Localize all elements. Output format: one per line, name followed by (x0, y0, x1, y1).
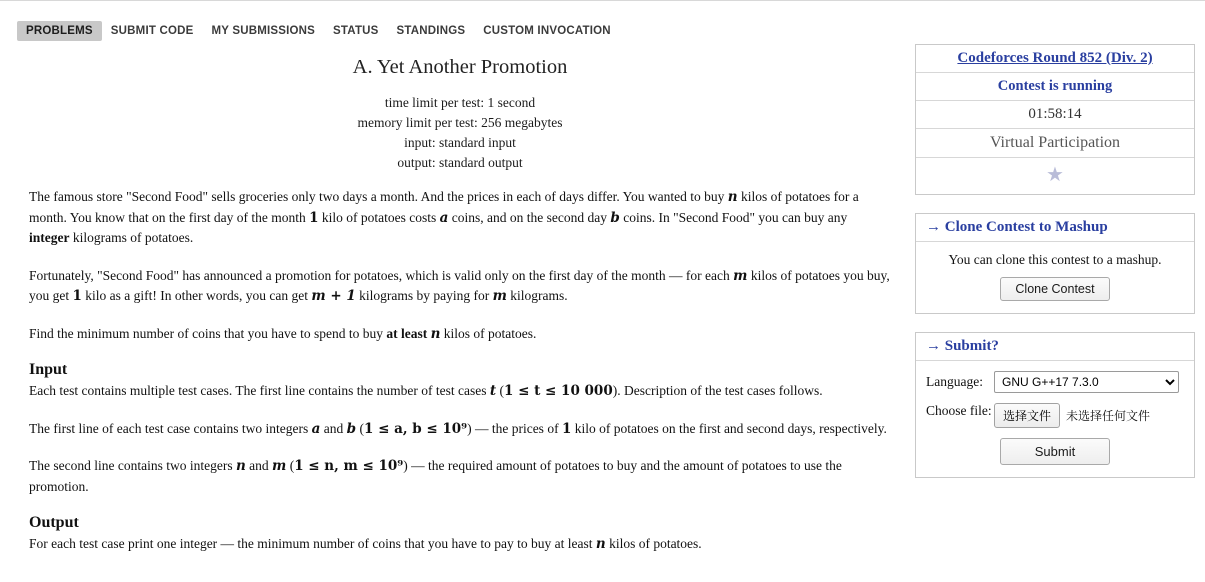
contest-status-row (916, 73, 1194, 101)
contest-name-row (916, 45, 1194, 73)
text-fragment: kilo of potatoes costs (318, 209, 440, 225)
text-fragment: and (245, 458, 273, 473)
clone-contest-button[interactable]: Clone Contest (1000, 277, 1109, 301)
submit-button-wrap (926, 438, 1184, 465)
input-spec: input: standard input (404, 135, 516, 150)
math-t: t (489, 383, 497, 399)
text-fragment: and (320, 420, 347, 436)
math-range-t: 1 ≤ t ≤ 10 000 (504, 383, 613, 399)
no-file-selected-text: 未选择任何文件 (1066, 409, 1151, 423)
text-fragment: The second line contains two integers (29, 458, 236, 473)
text-fragment: Each test contains multiple test cases. The first line contains the number of test cases (29, 383, 490, 398)
submit-box (915, 332, 1195, 478)
text-fragment: kilograms. (506, 288, 568, 303)
tab-my-submissions[interactable]: MY SUBMISSIONS (211, 25, 316, 37)
statement-paragraph-2 (29, 266, 891, 307)
text-fragment: kilo of potatoes on the first and second days, respectively. (571, 420, 887, 436)
output-spec: output: standard output (397, 155, 523, 170)
page-title: A. Yet Another Promotion (352, 56, 568, 78)
text-fragment: ) — the required amount of potatoes to buy and the amount of potatoes to use the promotion. (29, 458, 842, 494)
virtual-participation-row (916, 129, 1194, 158)
text-fragment: kilo as a gift! In other words, you can get (81, 288, 312, 303)
problem-statement (29, 56, 891, 572)
math-m: m (733, 267, 748, 284)
math-one: 1 (309, 209, 319, 226)
text-fragment: coins, and on the second day (448, 209, 611, 225)
output-paragraph-1 (29, 534, 891, 555)
language-label: Language: (926, 374, 983, 389)
statement-paragraph-1 (29, 187, 891, 249)
text-fragment: kilos of potatoes you buy, you get (29, 267, 890, 303)
text-fragment: For each test case print one integer — the minimum number of coins that you have to pay to buy at least (29, 536, 596, 551)
text-fragment: kilos of potatoes for a month. You know that on the first day of the month (29, 189, 859, 225)
text-fragment: kilos of potatoes. (605, 536, 702, 551)
submit-button[interactable]: Submit (1000, 438, 1110, 465)
math-a: a (311, 420, 321, 437)
text-fragment: kilos of potatoes. (440, 325, 537, 341)
tab-submit-code[interactable]: SUBMIT CODE (110, 25, 194, 37)
math-range-nm: 1 ≤ n, m ≤ 10⁹ (294, 458, 404, 474)
problem-limits (29, 93, 891, 173)
contest-name-link[interactable]: Codeforces Round 852 (Div. 2) (957, 50, 1153, 66)
text-fragment: ( (356, 420, 364, 436)
section-heading-output: Output (29, 514, 79, 531)
file-row (926, 403, 1184, 428)
math-one: 1 (561, 420, 572, 437)
math-b: b (610, 209, 620, 226)
emphasis-integer: integer (29, 230, 70, 245)
favourite-row (916, 158, 1194, 194)
file-input-control[interactable] (994, 403, 1150, 428)
sidebar (915, 44, 1195, 496)
math-m-plus-1: m + 1 (311, 288, 356, 304)
tab-custom-invocation[interactable]: CUSTOM INVOCATION (483, 25, 611, 37)
math-n: n (430, 325, 441, 342)
statement-paragraph-3 (29, 324, 891, 345)
text-fragment: ) — the prices of (467, 420, 562, 436)
contest-status-text: Contest is running (997, 78, 1113, 94)
memory-limit: memory limit per test: 256 megabytes (357, 115, 563, 130)
math-a: a (439, 209, 449, 226)
input-paragraph-2 (29, 419, 891, 440)
language-select[interactable] (994, 371, 1179, 393)
submit-header[interactable]: → Submit? (916, 333, 1194, 361)
star-icon[interactable]: ★ (1046, 164, 1064, 186)
text-fragment: Fortunately, "Second Food" has announced a promotion for potatoes, which is valid only on the first day of the month — for each (29, 267, 734, 283)
time-limit: time limit per test: 1 second (384, 95, 536, 110)
input-paragraph-3 (29, 456, 891, 497)
emphasis-at-least: at least (386, 325, 431, 341)
tab-status[interactable]: STATUS (333, 25, 379, 37)
clone-contest-text: You can clone this contest to a mashup. (948, 252, 1162, 267)
contest-countdown: 01:58:14 (1028, 106, 1082, 122)
virtual-participation-label[interactable]: Virtual Participation (989, 134, 1121, 151)
text-fragment: Find the minimum number of coins that you have to spend to buy (29, 325, 387, 341)
text-fragment: kilograms of potatoes. (69, 230, 194, 245)
clone-contest-header[interactable]: → Clone Contest to Mashup (916, 214, 1194, 242)
math-n: n (595, 536, 606, 552)
contest-info-box (915, 44, 1195, 195)
math-m: m (492, 288, 507, 304)
contest-timer-row (916, 101, 1194, 129)
tab-problems[interactable]: PROBLEMS (17, 21, 102, 41)
language-row (926, 371, 1184, 393)
text-fragment: coins. In "Second Food" you can buy any (619, 209, 848, 225)
math-n: n (727, 189, 738, 205)
choose-file-label: Choose file: (926, 403, 992, 418)
math-one: 1 (72, 288, 82, 304)
choose-file-button[interactable]: 选择文件 (994, 403, 1060, 428)
section-heading-input: Input (29, 361, 68, 378)
input-paragraph-1 (29, 381, 891, 402)
math-range-ab: 1 ≤ a, b ≤ 10⁹ (363, 420, 468, 437)
text-fragment: ( (286, 458, 295, 473)
tab-standings[interactable]: STANDINGS (396, 25, 466, 37)
text-fragment: The famous store "Second Food" sells groceries only two days a month. And the prices in each of days differ. You wanted to buy (29, 189, 728, 204)
math-b: b (346, 420, 357, 437)
contest-nav (17, 21, 620, 41)
top-divider (0, 0, 1205, 4)
text-fragment: kilograms by paying for (355, 288, 493, 303)
text-fragment: ( (496, 383, 504, 398)
clone-contest-body (916, 242, 1194, 313)
text-fragment: ). Description of the test cases follows. (612, 383, 823, 398)
math-n: n (235, 458, 246, 474)
clone-contest-box (915, 213, 1195, 314)
text-fragment: The first line of each test case contains two integers (29, 420, 312, 436)
math-m: m (272, 458, 287, 474)
submit-form (916, 361, 1194, 477)
